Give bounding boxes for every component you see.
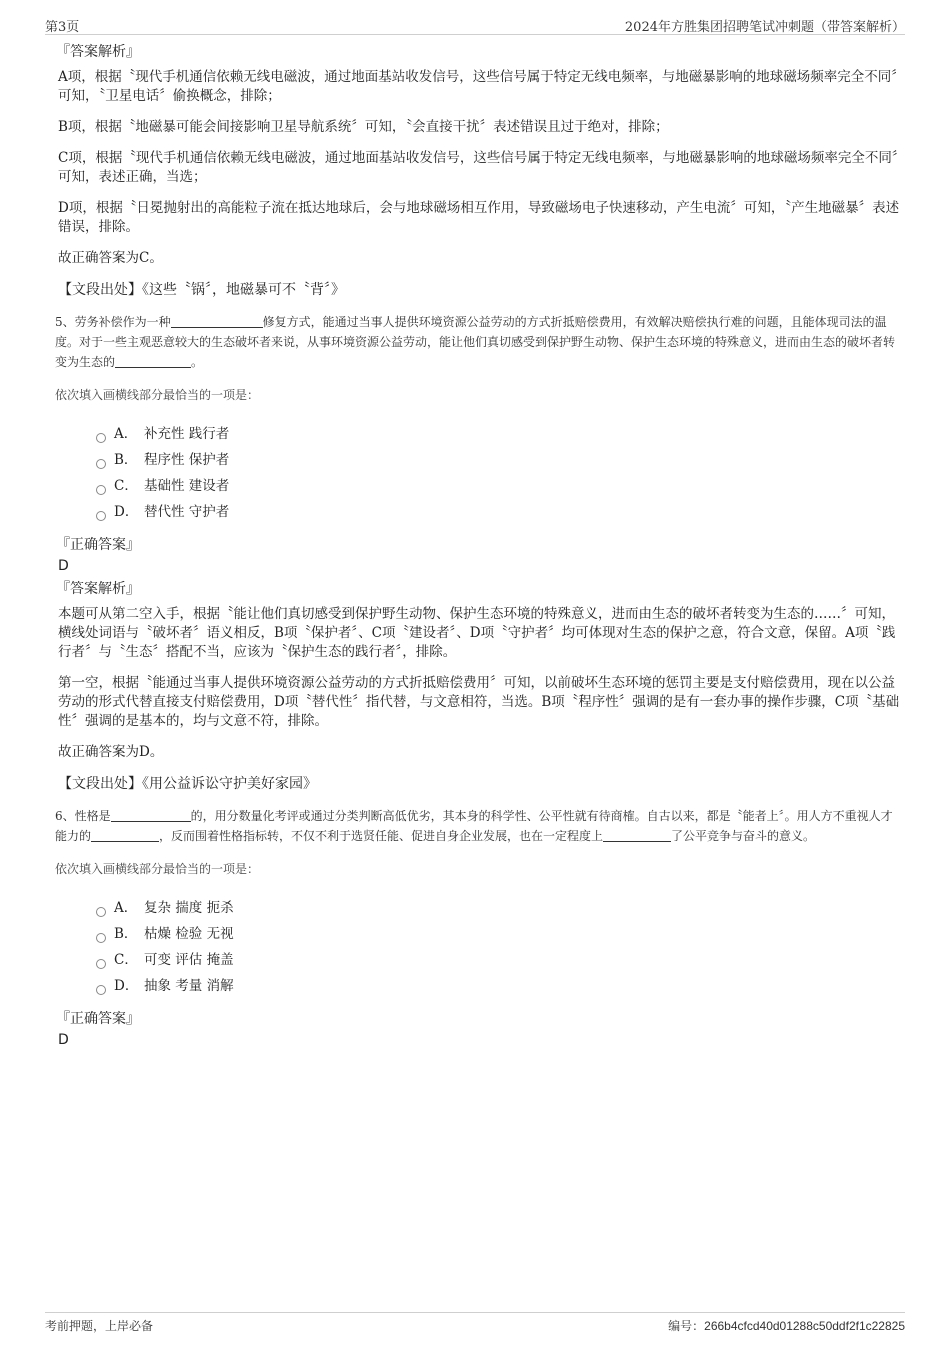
q6-option-d[interactable]: D． 抽象 考量 消解: [96, 973, 900, 999]
q5-correct-answer: D: [58, 558, 69, 574]
q4-analysis-d: D项，根据〝日冕抛射出的高能粒子流在抵达地球后，会与地球磁场相互作用，导致磁场电子快速移动，产生电流〞可知，〝产生地磁暴〞表述错误，排除。: [58, 200, 900, 235]
q4-analysis-a: A项，根据〝现代手机通信依赖无线电磁波，通过地面基站收发信号，这些信号属于特定无线电频率，与地磁暴影响的地球磁场频率完全不同〞可知，〝卫星电话〞偷换概念，排除；: [58, 69, 898, 104]
q6-option-c[interactable]: C． 可变 评估 掩盖: [96, 947, 900, 973]
page-footer: [45, 1312, 905, 1335]
page-content: [55, 42, 900, 1053]
q6-blank-2: [91, 827, 159, 842]
page-header: [45, 14, 905, 35]
q4-analysis-b: B项，根据〝地磁暴可能会间接影响卫星导航系统〞可知，〝会直接干扰〞表述错误且过于绝对，排除；: [58, 119, 669, 135]
q4-conclusion: 故正确答案为C。: [58, 250, 163, 266]
document-code: 编号：266b4cfcd40d01288c50ddf2f1c22825: [668, 1319, 905, 1333]
q5-stem: 5、劳务补偿作为一种 修复方式，能通过当事人提供环境资源公益劳动的方式折抵赔偿费用，有效解决赔偿执行难的问题，且能体现司法的温度。对于一些主观恶意较大的生态破坏者来说，从事环境资源公益劳动，能让他们真切感受到保护野生动物、保护生态环境的特殊意义，进而由生态的破坏者转变为生态的 。: [55, 315, 896, 369]
q5-blank-2: [115, 353, 191, 368]
footer-slogan: 考前押题，上岸必备: [45, 1319, 154, 1333]
q6-correct-label: 『正确答案』: [56, 1011, 140, 1027]
q4-analysis-label: 『答案解析』: [56, 44, 140, 60]
q5-analysis-label: 『答案解析』: [56, 581, 140, 597]
q6-option-b[interactable]: B． 枯燥 检验 无视: [96, 921, 900, 947]
q5-analysis-2: 第一空，根据〝能通过当事人提供环境资源公益劳动的方式折抵赔偿费用〞可知，以前破坏生态环境的惩罚主要是支付赔偿费用，现在以公益劳动的形式代替直接支付赔偿费用，D项〝替代性〞指代替，与文意相符，当选。B项〝程序性〞强调的是有一套办事的操作步骤，C项〝基础性〞强调的是基本的，均与文意不符，排除。: [58, 675, 900, 729]
radio-icon[interactable]: [96, 433, 106, 443]
page-number: 第3页: [45, 20, 80, 35]
radio-icon[interactable]: [96, 459, 106, 469]
q5-conclusion: 故正确答案为D。: [58, 744, 164, 760]
q5-source: 【文段出处】《用公益诉讼守护美好家园》: [58, 776, 317, 792]
q6-blank-3: [603, 827, 671, 842]
q5-blank-1: [171, 313, 263, 328]
q5-option-d[interactable]: D． 替代性 守护者: [96, 499, 900, 525]
radio-icon[interactable]: [96, 907, 106, 917]
q5-option-a[interactable]: A． 补充性 践行者: [96, 421, 900, 447]
radio-icon[interactable]: [96, 511, 106, 521]
radio-icon[interactable]: [96, 959, 106, 969]
document-title: 2024年方胜集团招聘笔试冲刺题（带答案解析）: [624, 20, 905, 35]
q5-options: [96, 421, 900, 525]
q6-blank-1: [111, 807, 191, 822]
q6-correct-answer: D: [58, 1032, 69, 1048]
radio-icon[interactable]: [96, 485, 106, 495]
radio-icon[interactable]: [96, 933, 106, 943]
q6-stem: 6、性格是 的，用分数量化考评或通过分类判断高低优劣，其本身的科学性、公平性就有待商榷。自古以来，都是〝能者上〞。用人方不重视人才能力的 ，反而围着性格指标转，不仅不利于选贤任能、促进自身企业发展，也在一定程度上 了公平竞争与奋斗的意义。: [55, 809, 893, 843]
q5-analysis-1: 本题可从第二空入手，根据〝能让他们真切感受到保护野生动物、保护生态环境的特殊意义，进而由生态的破坏者转变为生态的……〞可知，横线处词语与〝破坏者〞语义相反，B项〝保护者〞、C项〝建设者〞、D项〝守护者〞均可体现对生态的保护之意，符合文意，保留。A项〝践行者〞与〝生态〞搭配不当，应该为〝保护生态的践行者〞，排除。: [58, 606, 896, 660]
radio-icon[interactable]: [96, 985, 106, 995]
q5-option-c[interactable]: C． 基础性 建设者: [96, 473, 900, 499]
q6-prompt: 依次填入画横线部分最恰当的一项是：: [55, 862, 260, 876]
q5-prompt: 依次填入画横线部分最恰当的一项是：: [55, 388, 260, 402]
q6-option-a[interactable]: A． 复杂 揣度 扼杀: [96, 895, 900, 921]
q5-option-b[interactable]: B． 程序性 保护者: [96, 447, 900, 473]
q4-analysis-c: C项，根据〝现代手机通信依赖无线电磁波，通过地面基站收发信号，这些信号属于特定无线电频率，与地磁暴影响的地球磁场频率完全不同〞可知，表述正确，当选；: [58, 150, 899, 185]
q4-source: 【文段出处】《这些〝锅〞，地磁暴可不〝背〞》: [58, 282, 345, 298]
q6-options: [96, 895, 900, 999]
q5-correct-label: 『正确答案』: [56, 537, 140, 553]
